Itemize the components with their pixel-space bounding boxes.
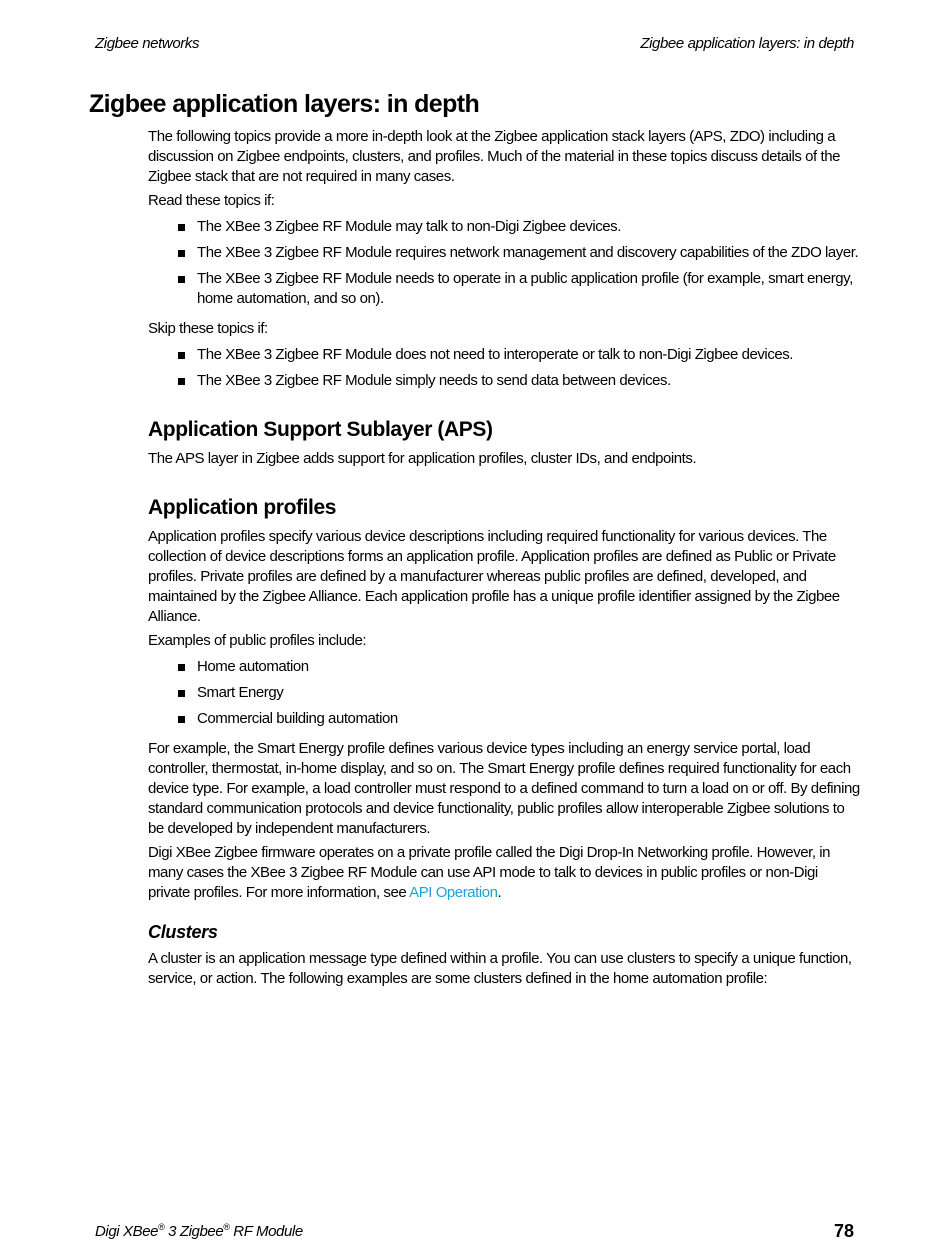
skip-if-list — [148, 345, 860, 391]
running-header-chapter: Zigbee networks — [95, 35, 200, 52]
clusters-paragraph: A cluster is an application message type defined within a profile. You can use clusters to specify a unique function, service, or action. The following examples are some clusters defined in the home automation profile: — [148, 950, 852, 987]
intro-paragraph: The following topics provide a more in-depth look at the Zigbee application stack layers (APS, ZDO) including a discussion on Zigbee endpoints, clusters, and profiles. Much of the material in these topics discuss details of the Zigbee stack that are not required in many cases. — [148, 128, 840, 185]
square-bullet-icon — [178, 276, 185, 283]
square-bullet-icon — [178, 690, 185, 697]
read-if-list — [148, 217, 860, 309]
list-item: Smart Energy — [148, 683, 860, 703]
api-operation-link[interactable]: API Operation — [409, 884, 498, 901]
main-content — [148, 127, 860, 993]
list-item: The XBee 3 Zigbee RF Module needs to operate in a public application profile (for example, smart energy, home automation, and so on). — [148, 269, 860, 309]
list-item: The XBee 3 Zigbee RF Module does not need to interoperate or talk to non-Digi Zigbee devices. — [148, 345, 860, 365]
read-if-label: Read these topics if: — [148, 192, 275, 209]
list-item: The XBee 3 Zigbee RF Module may talk to non-Digi Zigbee devices. — [148, 217, 860, 237]
aps-heading: Application Support Sublayer (APS) — [148, 418, 493, 441]
list-item: The XBee 3 Zigbee RF Module simply needs to send data between devices. — [148, 371, 860, 391]
page-number: 78 — [833, 1221, 854, 1241]
public-profiles-list — [148, 657, 860, 729]
square-bullet-icon — [178, 378, 185, 385]
clusters-heading: Clusters — [148, 922, 218, 942]
square-bullet-icon — [178, 250, 185, 257]
square-bullet-icon — [178, 224, 185, 231]
profiles-heading: Application profiles — [148, 496, 337, 519]
aps-paragraph: The APS layer in Zigbee adds support for application profiles, cluster IDs, and endpoints. — [148, 450, 697, 467]
page-title: Zigbee application layers: in depth — [89, 90, 480, 118]
digi-profile-paragraph: Digi XBee Zigbee firmware operates on a private profile called the Digi Drop-In Networking profile. However, in many cases the XBee 3 Zigbee RF Module can use API mode to talk to devices in public profiles or non-Digi private profiles. For more information, see API Operation. — [148, 844, 831, 901]
skip-if-label: Skip these topics if: — [148, 320, 268, 337]
square-bullet-icon — [178, 664, 185, 671]
list-item: The XBee 3 Zigbee RF Module requires network management and discovery capabilities of the ZDO layer. — [148, 243, 860, 263]
list-item: Commercial building automation — [148, 709, 860, 729]
footer-document-title: Digi XBee® 3 Zigbee® RF Module — [95, 1222, 303, 1240]
running-header-section: Zigbee application layers: in depth — [640, 35, 854, 52]
smart-energy-paragraph: For example, the Smart Energy profile defines various device types including an energy service portal, load controller, thermostat, in-home display, and so on. The Smart Energy profile defines required functionality for each device type. For example, a load controller must respond to a defined command to turn a load on or off. By defining standard communication protocols and device functionality, public profiles allow interoperable Zigbee solutions to be developed by independent manufacturers. — [148, 740, 860, 837]
examples-label: Examples of public profiles include: — [148, 632, 367, 649]
list-item: Home automation — [148, 657, 860, 677]
square-bullet-icon — [178, 716, 185, 723]
profiles-paragraph: Application profiles specify various device descriptions including required functionality for various devices. The collection of device descriptions forms an application profile. Application profiles are defined as Public or Private profiles. Private profiles are defined by a manufacturer whereas public profiles are defined, developed, and maintained by the Zigbee Alliance. Each application profile has a unique profile identifier assigned by the Zigbee Alliance. — [148, 528, 840, 625]
square-bullet-icon — [178, 352, 185, 359]
